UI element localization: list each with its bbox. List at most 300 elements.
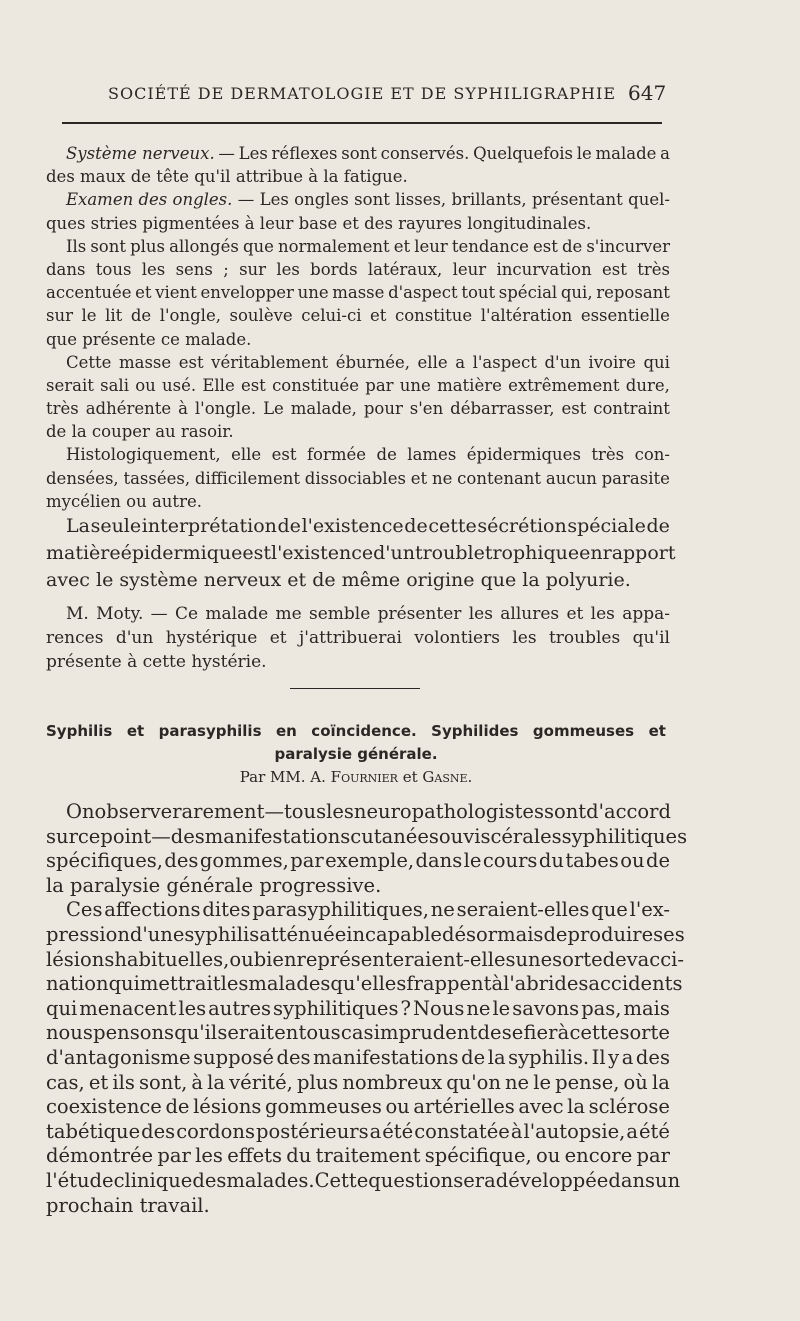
text-line	[46, 1071, 670, 1096]
word: les	[178, 996, 207, 1020]
word: celui-ci	[301, 306, 362, 326]
word: développée	[495, 1168, 609, 1192]
word: du	[538, 849, 564, 873]
word: très	[591, 445, 625, 465]
word: tendance	[451, 236, 529, 256]
word: qui	[46, 996, 78, 1020]
word: autres	[208, 996, 272, 1020]
word: mettrait	[139, 972, 221, 996]
header-rule	[62, 122, 662, 124]
word: gommes,	[199, 849, 289, 873]
word: sali	[100, 375, 129, 395]
text-segment: que présente ce malade.	[46, 329, 252, 349]
text-line	[46, 540, 676, 567]
word: gommeuses	[532, 722, 635, 740]
word: parasyphilitiques,	[252, 898, 429, 922]
word: ou	[385, 1095, 410, 1119]
word: exemple,	[325, 849, 415, 873]
word: pression	[46, 922, 130, 946]
word: matière	[46, 542, 121, 564]
word: —	[218, 144, 235, 163]
word: seraient-elles	[456, 898, 590, 922]
word: Histologiquement,	[66, 445, 221, 465]
word: une	[399, 375, 431, 395]
word: est	[240, 375, 266, 395]
word: par	[365, 375, 394, 395]
word: habituelles,	[114, 947, 230, 971]
word: ongles	[294, 190, 349, 210]
word: coexistence	[46, 1095, 162, 1119]
section-title-line	[46, 720, 666, 743]
word: volontiers	[414, 628, 500, 648]
text-segment: avec le système nerveux et de même origine que la polyurie.	[46, 569, 631, 591]
word: les	[195, 1144, 223, 1168]
word: ne	[430, 898, 455, 922]
running-header	[0, 81, 800, 110]
word: véritablement	[211, 352, 329, 372]
section-title	[46, 720, 666, 766]
word: ivoire	[588, 352, 636, 372]
word: très	[46, 399, 79, 419]
word: cas	[340, 1021, 374, 1045]
word: cas,	[46, 1070, 85, 1094]
word: l'aspect	[472, 352, 537, 372]
text-line	[46, 420, 670, 443]
word: malade	[595, 144, 657, 163]
word: ou	[620, 849, 645, 873]
word: la	[487, 1045, 506, 1069]
word: Ils	[66, 236, 87, 256]
word: ne	[505, 1070, 530, 1094]
word: avec	[518, 1095, 564, 1119]
word: constitue	[395, 306, 473, 326]
word: rarement	[172, 800, 265, 823]
text-line	[46, 1046, 670, 1071]
word: Les	[238, 144, 268, 163]
word: réflexes	[271, 144, 338, 163]
word: matière	[437, 375, 502, 395]
word: la	[567, 1095, 585, 1119]
text-segment: de la couper au rasoir.	[46, 422, 234, 442]
word: que	[591, 898, 628, 922]
word: les	[590, 604, 615, 624]
word: de	[376, 445, 397, 465]
word: sclérose	[588, 1095, 670, 1119]
word: ou	[135, 375, 156, 395]
word: effets	[227, 1144, 282, 1168]
word: l'altération	[480, 306, 573, 326]
word: Moty.	[96, 604, 144, 624]
word: leur	[452, 259, 487, 279]
word: dans	[608, 1168, 656, 1192]
word: et	[648, 722, 666, 740]
word: est	[532, 236, 558, 256]
word: manifestations	[204, 824, 351, 848]
word: adhérente	[85, 399, 172, 419]
word: à	[510, 1119, 523, 1143]
word: par	[157, 1144, 191, 1168]
text-line	[46, 235, 670, 258]
word: bords	[310, 259, 358, 279]
word: sera	[453, 1168, 496, 1192]
text-line	[46, 1095, 670, 1120]
word: cordons	[176, 1119, 255, 1143]
text-line	[46, 304, 670, 327]
word: à	[178, 399, 188, 419]
case-description	[46, 142, 670, 513]
text-line	[46, 258, 670, 281]
word: les	[468, 604, 493, 624]
word: La	[66, 515, 90, 537]
word: menacent	[79, 996, 177, 1020]
word: été	[638, 1119, 670, 1143]
word: un	[655, 1168, 681, 1192]
word: des	[170, 824, 205, 848]
word: et	[370, 306, 387, 326]
word: des	[164, 849, 199, 873]
word: éburnée,	[335, 352, 410, 372]
word: soulève	[229, 306, 293, 326]
word: syphilitiques	[561, 824, 688, 848]
word: et	[88, 1070, 109, 1094]
word: dure,	[625, 375, 670, 395]
word: Ces	[66, 898, 103, 922]
word: me	[275, 604, 302, 624]
word: viscérales	[463, 824, 562, 848]
word: reposant	[596, 283, 670, 303]
word: du	[286, 1144, 312, 1168]
word: accentuée	[46, 283, 132, 303]
word: Ce	[174, 604, 199, 624]
text-segment: des maux de tête qu'il attribue à la fatigue.	[46, 167, 408, 187]
word: des	[554, 972, 589, 996]
word: le	[463, 849, 482, 873]
word: est	[602, 259, 627, 279]
word: clinique	[113, 1168, 193, 1192]
text-line	[46, 443, 670, 466]
text-line	[46, 1168, 681, 1194]
word: manifestations	[313, 1045, 459, 1069]
author-name: Gasne.	[422, 768, 473, 786]
word: de	[602, 947, 627, 971]
word: en	[274, 1021, 299, 1045]
word: tous	[298, 1021, 341, 1045]
interpretation-paragraph	[46, 513, 676, 594]
word: ne	[431, 468, 453, 488]
word: de	[277, 515, 301, 537]
word: ou	[536, 1144, 561, 1168]
word: de	[130, 306, 152, 326]
word: masse	[118, 352, 172, 372]
word: une	[515, 947, 553, 971]
word: tabétique	[46, 1119, 141, 1143]
word: serait	[217, 1021, 274, 1045]
word: sens	[175, 259, 213, 279]
word: parasyphilis	[158, 722, 262, 740]
word: nombreux	[342, 1070, 443, 1094]
word: —	[151, 824, 171, 848]
text-line	[46, 849, 670, 874]
word: nous	[46, 1021, 93, 1045]
word: et	[126, 722, 145, 740]
word: vacci-	[626, 947, 684, 971]
word: très	[637, 259, 670, 279]
word: pensons	[93, 1021, 175, 1045]
text-line	[46, 567, 670, 594]
word: la	[207, 1070, 226, 1094]
moty-remark	[46, 602, 670, 674]
authors-line	[46, 768, 666, 786]
word: a	[621, 1045, 634, 1069]
word: de	[561, 236, 583, 256]
word: semble	[308, 604, 371, 624]
word: imprudent	[373, 1021, 478, 1045]
word: démontrée	[46, 1144, 154, 1168]
word: représenteraient-elles	[296, 947, 516, 971]
text-line	[46, 898, 670, 923]
word: contraint	[593, 399, 670, 419]
running-title: SOCIÉTÉ DE DERMATOLOGIE ET DE SYPHILIGRAPHIE	[108, 84, 617, 103]
word: spécifique,	[424, 1144, 532, 1168]
word: d'une	[129, 922, 185, 946]
word: y	[608, 1045, 620, 1069]
word: de	[165, 1095, 190, 1119]
text-line	[46, 874, 670, 899]
text-line	[46, 165, 670, 188]
word: extrêmement	[508, 375, 620, 395]
section-title-line	[46, 743, 666, 766]
word: con-	[634, 445, 670, 465]
word: cours	[482, 849, 538, 873]
word: est	[242, 542, 271, 564]
word: ce	[77, 824, 101, 848]
word: est	[178, 352, 204, 372]
word: malade	[205, 604, 269, 624]
word: dissociables	[304, 468, 406, 488]
word: lésions	[46, 947, 115, 971]
word: de	[646, 515, 670, 537]
text-segment: ques stries pigmentées à leur base et des rayures longitudinales.	[46, 213, 592, 233]
word: pour	[363, 399, 403, 419]
word: est	[561, 399, 587, 419]
word: masse	[332, 283, 385, 303]
text-segment: prochain travail.	[46, 1193, 210, 1217]
word: les	[512, 628, 537, 648]
word: de	[543, 922, 568, 946]
word: qui	[643, 352, 670, 372]
word: qui	[108, 972, 140, 996]
word: qu'elles	[330, 972, 407, 996]
word: sont,	[138, 1070, 188, 1094]
word: ils	[112, 1070, 135, 1094]
word: l'étude	[46, 1168, 114, 1192]
word: envelopper	[200, 283, 294, 303]
text-line	[46, 212, 670, 235]
text-line	[46, 947, 684, 973]
word: les	[220, 972, 249, 996]
word: fier	[523, 1021, 558, 1045]
word: aucun	[545, 468, 597, 488]
word: cutanées	[350, 824, 439, 848]
word: qu'il	[632, 628, 670, 648]
text-line	[46, 997, 670, 1022]
word: l'ongle.	[194, 399, 257, 419]
word: et	[269, 628, 287, 648]
word: l'existence	[271, 542, 374, 564]
word: syphilis	[184, 922, 260, 946]
word: pense,	[555, 1070, 620, 1094]
text-segment: présente à cette hystérie.	[46, 652, 267, 672]
word: des	[141, 1119, 176, 1143]
word: l'autopsie,	[523, 1119, 626, 1143]
word: qu'il	[174, 1021, 218, 1045]
word: l'abri	[503, 972, 555, 996]
word: incapable	[346, 922, 442, 946]
word: conservés.	[380, 144, 470, 163]
word: ou	[229, 947, 254, 971]
word: où	[623, 1070, 648, 1094]
word: se	[501, 1021, 524, 1045]
word: formée	[306, 445, 367, 465]
word: le	[492, 996, 511, 1020]
word: d'un	[544, 352, 581, 372]
word: et	[566, 604, 584, 624]
word: qu'on	[446, 1070, 501, 1094]
text-line	[46, 1144, 670, 1169]
word: l'ongle,	[159, 306, 221, 326]
word: densées,	[46, 468, 119, 488]
word: ou	[438, 824, 464, 848]
word: sécrétion	[477, 515, 567, 537]
word: nation	[46, 972, 109, 996]
word: les	[326, 800, 354, 823]
word: sur	[46, 306, 73, 326]
word: à	[557, 1021, 570, 1045]
word: débarrasser,	[450, 399, 555, 419]
word: une	[297, 283, 329, 303]
word: constatée	[414, 1119, 510, 1143]
word: troubles	[548, 628, 621, 648]
article-body	[46, 800, 688, 1218]
word: rences	[46, 628, 104, 648]
word: incurvation	[496, 259, 592, 279]
word: malades.	[226, 1168, 315, 1192]
text-line	[46, 281, 670, 304]
word: malade,	[290, 399, 357, 419]
word: artérielles	[413, 1095, 515, 1119]
word: lames	[407, 445, 457, 465]
word: point	[100, 824, 152, 848]
word: question	[368, 1168, 454, 1192]
word: —	[237, 190, 255, 210]
text-line	[46, 626, 670, 650]
word: et	[393, 236, 411, 256]
word: est	[271, 445, 297, 465]
word: sorte	[552, 947, 603, 971]
word: présentant	[531, 190, 623, 210]
word: elle	[231, 445, 262, 465]
word: brillants,	[451, 190, 527, 210]
word: bien	[253, 947, 297, 971]
word: spécifiques,	[46, 849, 163, 873]
text-line	[46, 467, 670, 490]
word: sur	[46, 824, 78, 848]
word: épidermiques	[466, 445, 581, 465]
page-number: 647	[628, 81, 667, 105]
word: leur	[414, 236, 448, 256]
word: en	[579, 542, 603, 564]
word: cette	[569, 1021, 620, 1045]
text-line	[46, 142, 670, 165]
word: d'un	[115, 628, 154, 648]
word: hystérique	[165, 628, 258, 648]
authors-and: et	[402, 768, 418, 786]
word: ;	[223, 259, 229, 279]
word: observe	[94, 800, 173, 823]
word: lit	[105, 306, 123, 326]
word: s'en	[409, 399, 444, 419]
text-line	[46, 188, 670, 211]
word: atténuée	[259, 922, 347, 946]
word: encore	[564, 1144, 633, 1168]
text-line	[46, 1021, 670, 1046]
word: allongés	[169, 236, 239, 256]
word: dans	[46, 259, 86, 279]
text-line	[46, 800, 670, 825]
word: des	[276, 1045, 311, 1069]
word: sont	[341, 144, 377, 163]
word: spécial	[498, 283, 558, 303]
word: ne	[466, 996, 491, 1020]
word: Il	[591, 1045, 606, 1069]
word: le	[533, 1070, 551, 1094]
word: essentielle	[580, 306, 670, 326]
word: M.	[66, 604, 89, 624]
word: qui,	[560, 283, 593, 303]
word: —	[150, 604, 168, 624]
word: contenant	[457, 468, 542, 488]
word: affections	[104, 898, 201, 922]
word: Nous	[412, 996, 465, 1020]
word: serait	[46, 375, 94, 395]
word: le	[576, 144, 592, 163]
word: et	[135, 283, 152, 303]
word: traitement	[315, 1144, 421, 1168]
word: les	[141, 259, 166, 279]
word: à	[491, 972, 504, 996]
text-line	[46, 602, 670, 626]
word: mais	[623, 996, 670, 1020]
word: d'aspect	[388, 283, 458, 303]
text-line	[46, 374, 670, 397]
word: Cette	[66, 352, 112, 372]
word: tout	[461, 283, 496, 303]
word: parasite	[601, 468, 670, 488]
word: On	[66, 800, 95, 823]
word: à	[191, 1070, 204, 1094]
word: latéraux,	[367, 259, 443, 279]
italic-heading: Système nerveux.	[66, 144, 215, 163]
word: dans	[415, 849, 463, 873]
authors-prefix: Par MM. A.	[239, 768, 326, 786]
word: et	[410, 468, 428, 488]
word: d'un	[373, 542, 415, 564]
word: syphilis.	[508, 1045, 590, 1069]
text-segment: mycélien ou autre.	[46, 491, 202, 511]
word: en	[275, 722, 297, 740]
word: des	[192, 1168, 227, 1192]
word: Syphilides	[431, 722, 519, 740]
